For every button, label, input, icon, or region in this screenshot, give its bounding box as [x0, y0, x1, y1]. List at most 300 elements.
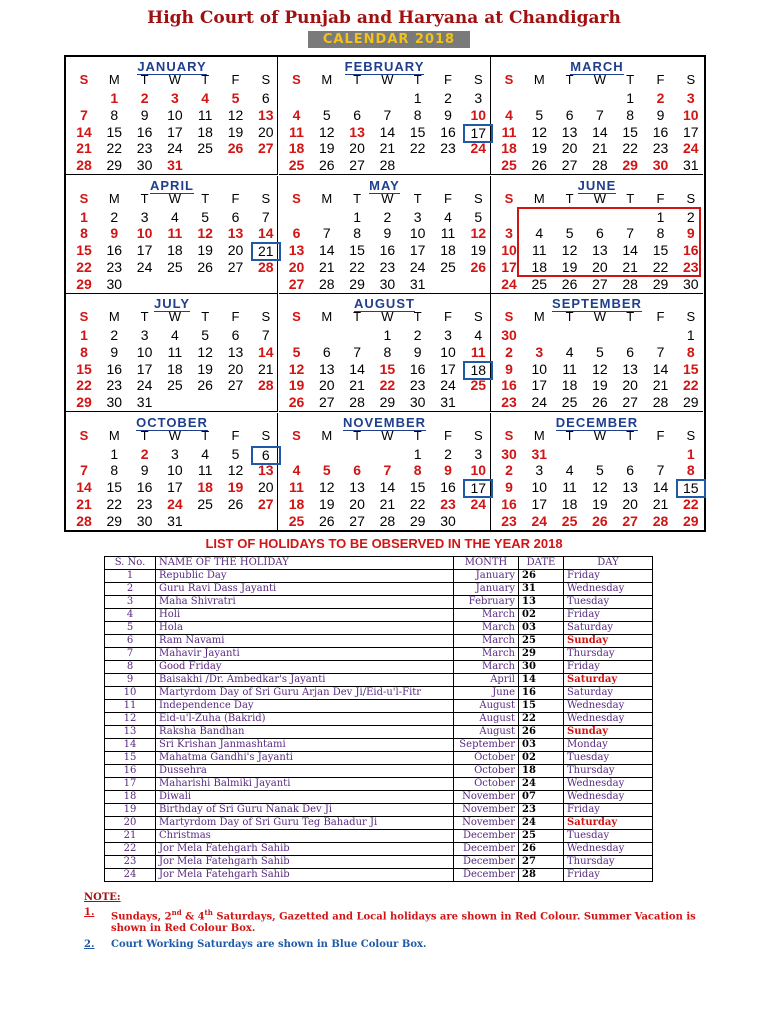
calendar-day: 4 — [535, 225, 544, 242]
calendar-day: 23 — [652, 140, 669, 157]
month-name: APRIL — [150, 177, 194, 193]
holiday-name: Independence Day — [156, 700, 454, 713]
calendar-day: 16 — [136, 123, 153, 140]
note-item-1 — [84, 907, 704, 935]
calendar-day: 2 — [140, 90, 149, 106]
calendar-day: 5 — [231, 90, 240, 106]
calendar-day: 26 — [561, 275, 578, 292]
calendar-day: 12 — [288, 360, 305, 377]
holiday-day: Thursday — [564, 648, 653, 661]
calendar-day: 24 — [531, 512, 548, 529]
holiday-day: Friday — [564, 609, 653, 622]
holiday-name: Holi — [156, 609, 454, 622]
calendar-day: 18 — [561, 495, 578, 512]
calendar-day: 15 — [683, 360, 699, 377]
calendar-day: 7 — [353, 343, 361, 360]
calendar-day: 13 — [227, 225, 244, 242]
calendar-day: 1 — [383, 327, 392, 343]
holiday-sno: 24 — [105, 869, 156, 882]
weekday-header: W — [381, 72, 394, 87]
calendar-day: 23 — [136, 140, 153, 157]
calendar-day: 29 — [349, 275, 365, 292]
holiday-month: December — [454, 856, 519, 869]
holiday-sno: 6 — [105, 635, 156, 648]
calendar-day: 24 — [470, 495, 487, 512]
month-january — [66, 57, 278, 175]
calendar-day: 17 — [136, 360, 153, 377]
calendar-day: 8 — [686, 343, 695, 360]
weekday-header: T — [565, 309, 574, 324]
holiday-date: 07 — [519, 791, 564, 804]
holiday-date: 29 — [519, 648, 564, 661]
calendar-day: 5 — [231, 445, 240, 462]
calendar-day: 19 — [227, 123, 244, 140]
calendar-day: 29 — [76, 394, 92, 411]
holiday-month: March — [454, 609, 519, 622]
weekday-header: S — [261, 72, 271, 87]
calendar-day: 14 — [379, 123, 396, 140]
calendar-day: 21 — [592, 140, 608, 157]
calendar-day: 22 — [683, 495, 699, 512]
calendar-day: 5 — [535, 106, 544, 123]
calendar-day: 7 — [261, 208, 270, 225]
calendar-day: 16 — [440, 123, 456, 140]
calendar-day: 15 — [349, 242, 365, 259]
weekday-header: T — [201, 309, 210, 324]
weekday-header: F — [656, 309, 665, 324]
calendar-day: 22 — [106, 140, 123, 157]
calendar-day: 28 — [652, 512, 669, 529]
calendar-day: 31 — [531, 445, 548, 462]
month-march — [491, 57, 703, 175]
calendar-day: 18 — [167, 360, 183, 377]
calendar-day: 20 — [258, 123, 274, 140]
calendar-day: 14 — [622, 242, 638, 259]
holiday-table-header — [105, 557, 653, 570]
calendar-day: 10 — [440, 343, 456, 360]
weekday-header: F — [444, 72, 452, 87]
calendar-day: 14 — [76, 479, 92, 496]
calendar-day: 8 — [353, 225, 361, 242]
calendar-day: 1 — [686, 445, 695, 462]
month-november — [279, 413, 491, 531]
calendar-day: 24 — [501, 275, 517, 292]
calendar-day: 10 — [470, 462, 487, 479]
holiday-date: 03 — [519, 622, 564, 635]
calendar-day: 12 — [319, 479, 335, 496]
calendar-day: 1 — [80, 208, 88, 225]
calendar-day: 11 — [289, 123, 304, 140]
calendar-day: 12 — [319, 123, 335, 140]
calendar-day: 18 — [561, 377, 578, 394]
weekday-header: S — [79, 427, 89, 443]
calendar-day: 14 — [379, 479, 396, 496]
weekday-header: T — [626, 309, 635, 324]
holiday-table — [104, 556, 653, 882]
calendar-day: 6 — [322, 343, 331, 360]
holiday-day: Friday — [564, 661, 653, 674]
calendar-day: 12 — [470, 225, 487, 242]
calendar-day: 9 — [110, 225, 119, 242]
weekday-header: M — [108, 309, 120, 324]
weekday-header: S — [504, 427, 514, 443]
weekday-header: W — [593, 72, 607, 87]
calendar-day: 30 — [136, 512, 153, 529]
calendar-day: 17 — [440, 360, 456, 377]
calendar-day: 24 — [440, 377, 456, 394]
calendar-day: 16 — [106, 360, 123, 377]
weekday-header: M — [321, 427, 333, 443]
weekday-header: T — [353, 309, 362, 324]
calendar-year-banner: CALENDAR 2018 — [308, 31, 470, 48]
weekday-header: S — [473, 427, 483, 443]
holiday-sno: 18 — [105, 791, 156, 804]
calendar-day: 3 — [535, 343, 544, 360]
calendar-day: 29 — [106, 512, 123, 529]
weekday-header: S — [686, 309, 696, 324]
calendar-day: 1 — [686, 327, 695, 343]
calendar-day: 16 — [409, 360, 426, 377]
holiday-name: Baisakhi /Dr. Ambedkar's Jayanti — [156, 674, 454, 687]
calendar-day: 17 — [167, 123, 183, 140]
calendar-day: 24 — [167, 495, 183, 512]
calendar-day: 24 — [470, 140, 487, 157]
calendar-day: 4 — [565, 462, 574, 479]
calendar-day: 23 — [683, 258, 699, 275]
calendar-day: 21 — [379, 140, 396, 157]
calendar-day: 29 — [76, 275, 92, 292]
calendar-day: 27 — [592, 275, 608, 292]
calendar-day: 9 — [413, 343, 422, 360]
weekday-header: M — [533, 427, 545, 443]
calendar-day: 16 — [501, 495, 517, 512]
calendar-day: 10 — [409, 225, 426, 242]
holiday-day: Friday — [564, 804, 653, 817]
holiday-row — [105, 817, 653, 830]
calendar-day: 1 — [353, 208, 361, 225]
calendar-day: 28 — [76, 157, 92, 174]
holiday-row — [105, 726, 653, 739]
calendar-day: 4 — [505, 106, 513, 123]
calendar-day: 13 — [288, 242, 305, 259]
col-holiday-name: NAME OF THE HOLIDAY — [156, 557, 454, 570]
calendar-day: 30 — [409, 394, 426, 411]
calendar-day: 9 — [656, 106, 665, 123]
calendar-day: 17 — [136, 242, 153, 259]
weekday-header: T — [413, 72, 422, 87]
calendar-day: 18 — [288, 495, 305, 512]
holiday-date: 13 — [519, 596, 564, 609]
weekday-header: T — [353, 427, 362, 443]
calendar-day: 22 — [76, 377, 92, 394]
month-august — [279, 294, 491, 412]
calendar-day: 27 — [227, 377, 244, 394]
calendar-day: 16 — [106, 242, 123, 259]
holiday-sno: 5 — [105, 622, 156, 635]
holiday-month: January — [454, 583, 519, 596]
month-name: JUNE — [577, 177, 617, 193]
holiday-name: Mahavir Jayanti — [156, 648, 454, 661]
weekday-header: S — [79, 190, 89, 206]
calendar-day: 3 — [140, 327, 149, 343]
calendar-day: 2 — [505, 462, 513, 479]
holiday-date: 25 — [519, 635, 564, 648]
holiday-name: Ram Navami — [156, 635, 454, 648]
calendar-day: 29 — [409, 512, 426, 529]
weekday-header: F — [231, 427, 240, 443]
calendar-day: 2 — [444, 90, 452, 106]
calendar-day: 15 — [76, 242, 92, 259]
holiday-name: Dussehra — [156, 765, 454, 778]
calendar-day: 28 — [349, 394, 365, 411]
calendar-day: 24 — [167, 140, 183, 157]
weekday-header: F — [656, 190, 665, 206]
calendar-day: 8 — [626, 106, 635, 123]
calendar-day: 7 — [656, 343, 665, 360]
calendar-day: 11 — [501, 123, 517, 140]
holiday-name: Sri Krishan Janmashtami — [156, 739, 454, 752]
note-sup: nd — [171, 908, 182, 917]
month-may — [279, 176, 491, 294]
note-text: Saturdays, Gazetted and Local holidays are shown in Red Colour. Summer Vacation is shown in Red Colour Box. — [111, 911, 696, 935]
calendar-day: 22 — [409, 495, 426, 512]
calendar-day: 2 — [444, 445, 452, 462]
calendar-day: 5 — [595, 462, 604, 479]
calendar-day: 31 — [167, 157, 183, 174]
holiday-date: 15 — [519, 700, 564, 713]
holiday-list-title: LIST OF HOLIDAYS TO BE OBSERVED IN THE YEAR 2018 — [205, 536, 563, 551]
calendar-day: 10 — [531, 360, 548, 377]
calendar-day: 28 — [652, 394, 669, 411]
calendar-day: 4 — [201, 445, 210, 462]
holiday-date: 26 — [519, 570, 564, 583]
calendar-day: 19 — [592, 377, 608, 394]
calendar-day: 26 — [592, 512, 608, 529]
holiday-row — [105, 752, 653, 765]
calendar-day: 6 — [261, 90, 270, 106]
holiday-date: 22 — [519, 713, 564, 726]
calendar-day: 6 — [595, 225, 604, 242]
calendar-day: 14 — [76, 123, 92, 140]
weekday-header: F — [444, 309, 452, 324]
calendar-day: 18 — [197, 123, 213, 140]
calendar-day: 30 — [106, 394, 123, 411]
calendar-day: 21 — [251, 242, 281, 261]
calendar-day: 18 — [501, 140, 517, 157]
calendar-day: 29 — [683, 512, 699, 529]
weekday-header: T — [565, 190, 574, 206]
calendar-day: 13 — [258, 106, 274, 123]
weekday-header: T — [201, 72, 210, 87]
calendar-day: 5 — [322, 106, 331, 123]
holiday-month: November — [454, 791, 519, 804]
calendar-day: 19 — [592, 495, 608, 512]
calendar-day: 25 — [197, 495, 213, 512]
calendar-day: 19 — [561, 258, 578, 275]
calendar-day: 22 — [379, 377, 396, 394]
weekday-header: M — [533, 309, 545, 324]
weekday-header: T — [565, 72, 574, 87]
calendar-day: 1 — [110, 90, 119, 106]
calendar-day: 2 — [110, 327, 119, 343]
note-text: Court Working Saturdays are shown in Blue Colour Box. — [111, 939, 427, 951]
note-sup: th — [204, 908, 213, 917]
holiday-month: March — [454, 648, 519, 661]
calendar-day: 21 — [76, 495, 92, 512]
holiday-date: 27 — [519, 856, 564, 869]
holiday-sno: 2 — [105, 583, 156, 596]
calendar-day: 14 — [258, 343, 274, 360]
calendar-day: 14 — [349, 360, 365, 377]
calendar-day: 31 — [440, 394, 456, 411]
calendar-day: 25 — [197, 140, 213, 157]
calendar-day: 5 — [474, 208, 483, 225]
holiday-name: Republic Day — [156, 570, 454, 583]
calendar-day: 20 — [561, 140, 578, 157]
calendar-day: 16 — [683, 242, 699, 259]
holiday-sno: 3 — [105, 596, 156, 609]
holiday-month: October — [454, 778, 519, 791]
holiday-month: September — [454, 739, 519, 752]
calendar-day: 3 — [170, 90, 179, 106]
holiday-name: Birthday of Sri Guru Nanak Dev Ji — [156, 804, 454, 817]
calendar-day: 20 — [349, 140, 365, 157]
calendar-day: 8 — [686, 462, 695, 479]
holiday-row — [105, 804, 653, 817]
holiday-row — [105, 739, 653, 752]
holiday-row — [105, 609, 653, 622]
month-july — [66, 294, 278, 412]
weekday-header: S — [473, 190, 483, 206]
weekday-header: W — [593, 190, 607, 206]
holiday-month: February — [454, 596, 519, 609]
holiday-date: 28 — [519, 869, 564, 882]
weekday-header: T — [413, 190, 422, 206]
calendar-day: 19 — [288, 377, 305, 394]
holiday-date: 14 — [519, 674, 564, 687]
weekday-header: S — [292, 72, 301, 87]
holiday-month: November — [454, 817, 519, 830]
calendar-day: 7 — [261, 327, 270, 343]
holiday-day: Saturday — [564, 622, 653, 635]
weekday-header: T — [140, 309, 149, 324]
calendar-day: 11 — [197, 106, 213, 123]
calendar-day: 31 — [167, 512, 183, 529]
calendar-day: 25 — [288, 512, 305, 529]
calendar-day: 21 — [652, 377, 669, 394]
calendar-day: 30 — [106, 275, 123, 292]
calendar-day: 22 — [349, 258, 365, 275]
calendar-day: 31 — [409, 275, 426, 292]
calendar-day: 12 — [197, 343, 213, 360]
calendar-day: 16 — [652, 123, 669, 140]
calendar-day: 20 — [592, 258, 608, 275]
holiday-sno: 8 — [105, 661, 156, 674]
calendar-day: 4 — [201, 90, 210, 106]
holiday-row — [105, 778, 653, 791]
holiday-day: Wednesday — [564, 843, 653, 856]
calendar-day: 24 — [136, 258, 153, 275]
notes-section — [84, 892, 704, 951]
weekday-header: S — [79, 309, 89, 324]
holiday-day: Tuesday — [564, 752, 653, 765]
calendar-day: 29 — [683, 394, 699, 411]
holiday-sno: 4 — [105, 609, 156, 622]
weekday-header: W — [593, 427, 607, 443]
calendar-day: 19 — [227, 479, 244, 496]
calendar-day: 26 — [319, 157, 335, 174]
col-day: DAY — [564, 557, 653, 570]
holiday-month: August — [454, 726, 519, 739]
calendar-day: 10 — [501, 242, 517, 259]
calendar-day: 15 — [409, 123, 426, 140]
calendar-day: 4 — [170, 208, 179, 225]
weekday-header: S — [292, 309, 301, 324]
weekday-header: M — [321, 190, 333, 206]
weekday-header: W — [593, 309, 607, 324]
calendar-day: 3 — [444, 327, 452, 343]
weekday-header: T — [626, 427, 635, 443]
calendar-day: 27 — [561, 157, 578, 174]
calendar-day: 9 — [383, 225, 392, 242]
holiday-row — [105, 661, 653, 674]
weekday-header: T — [413, 427, 422, 443]
calendar-day: 2 — [505, 343, 513, 360]
calendar-day: 27 — [622, 512, 638, 529]
calendar-day: 30 — [683, 275, 699, 292]
calendar-day: 26 — [227, 140, 244, 157]
calendar-day: 29 — [622, 157, 638, 174]
calendar-day: 18 — [463, 361, 493, 380]
calendar-day: 11 — [532, 242, 547, 259]
calendar-day: 9 — [505, 479, 513, 496]
calendar-day: 27 — [258, 495, 274, 512]
weekday-header: S — [686, 72, 696, 87]
calendar-day: 1 — [413, 445, 422, 462]
calendar-day: 28 — [379, 157, 396, 174]
calendar-day: 14 — [319, 242, 335, 259]
weekday-header: F — [656, 72, 665, 87]
calendar-day: 27 — [227, 258, 244, 275]
calendar-day: 7 — [656, 462, 665, 479]
calendar-day: 27 — [258, 140, 274, 157]
calendar-day: 6 — [626, 462, 635, 479]
calendar-day: 4 — [565, 343, 574, 360]
holiday-day: Friday — [564, 570, 653, 583]
calendar-day: 3 — [170, 445, 179, 462]
holiday-row — [105, 596, 653, 609]
calendar-day: 22 — [652, 258, 669, 275]
calendar-day: 2 — [140, 445, 149, 462]
calendar-day: 15 — [379, 360, 396, 377]
calendar-day: 31 — [136, 394, 153, 411]
calendar-day: 20 — [258, 479, 274, 496]
weekday-header: M — [108, 72, 120, 87]
month-name: FEBRUARY — [344, 59, 425, 74]
weekday-header: F — [444, 190, 452, 206]
calendar-day: 25 — [470, 377, 487, 394]
holiday-sno: 20 — [105, 817, 156, 830]
calendar-day: 19 — [531, 140, 548, 157]
calendar-day: 1 — [626, 90, 635, 106]
calendar-day: 13 — [227, 343, 244, 360]
holiday-name: Hola — [156, 622, 454, 635]
month-name: SEPTEMBER — [552, 296, 642, 311]
calendar-day: 26 — [531, 157, 548, 174]
calendar-day: 1 — [656, 208, 665, 225]
weekday-header: W — [168, 72, 182, 87]
calendar-day: 12 — [227, 106, 244, 123]
